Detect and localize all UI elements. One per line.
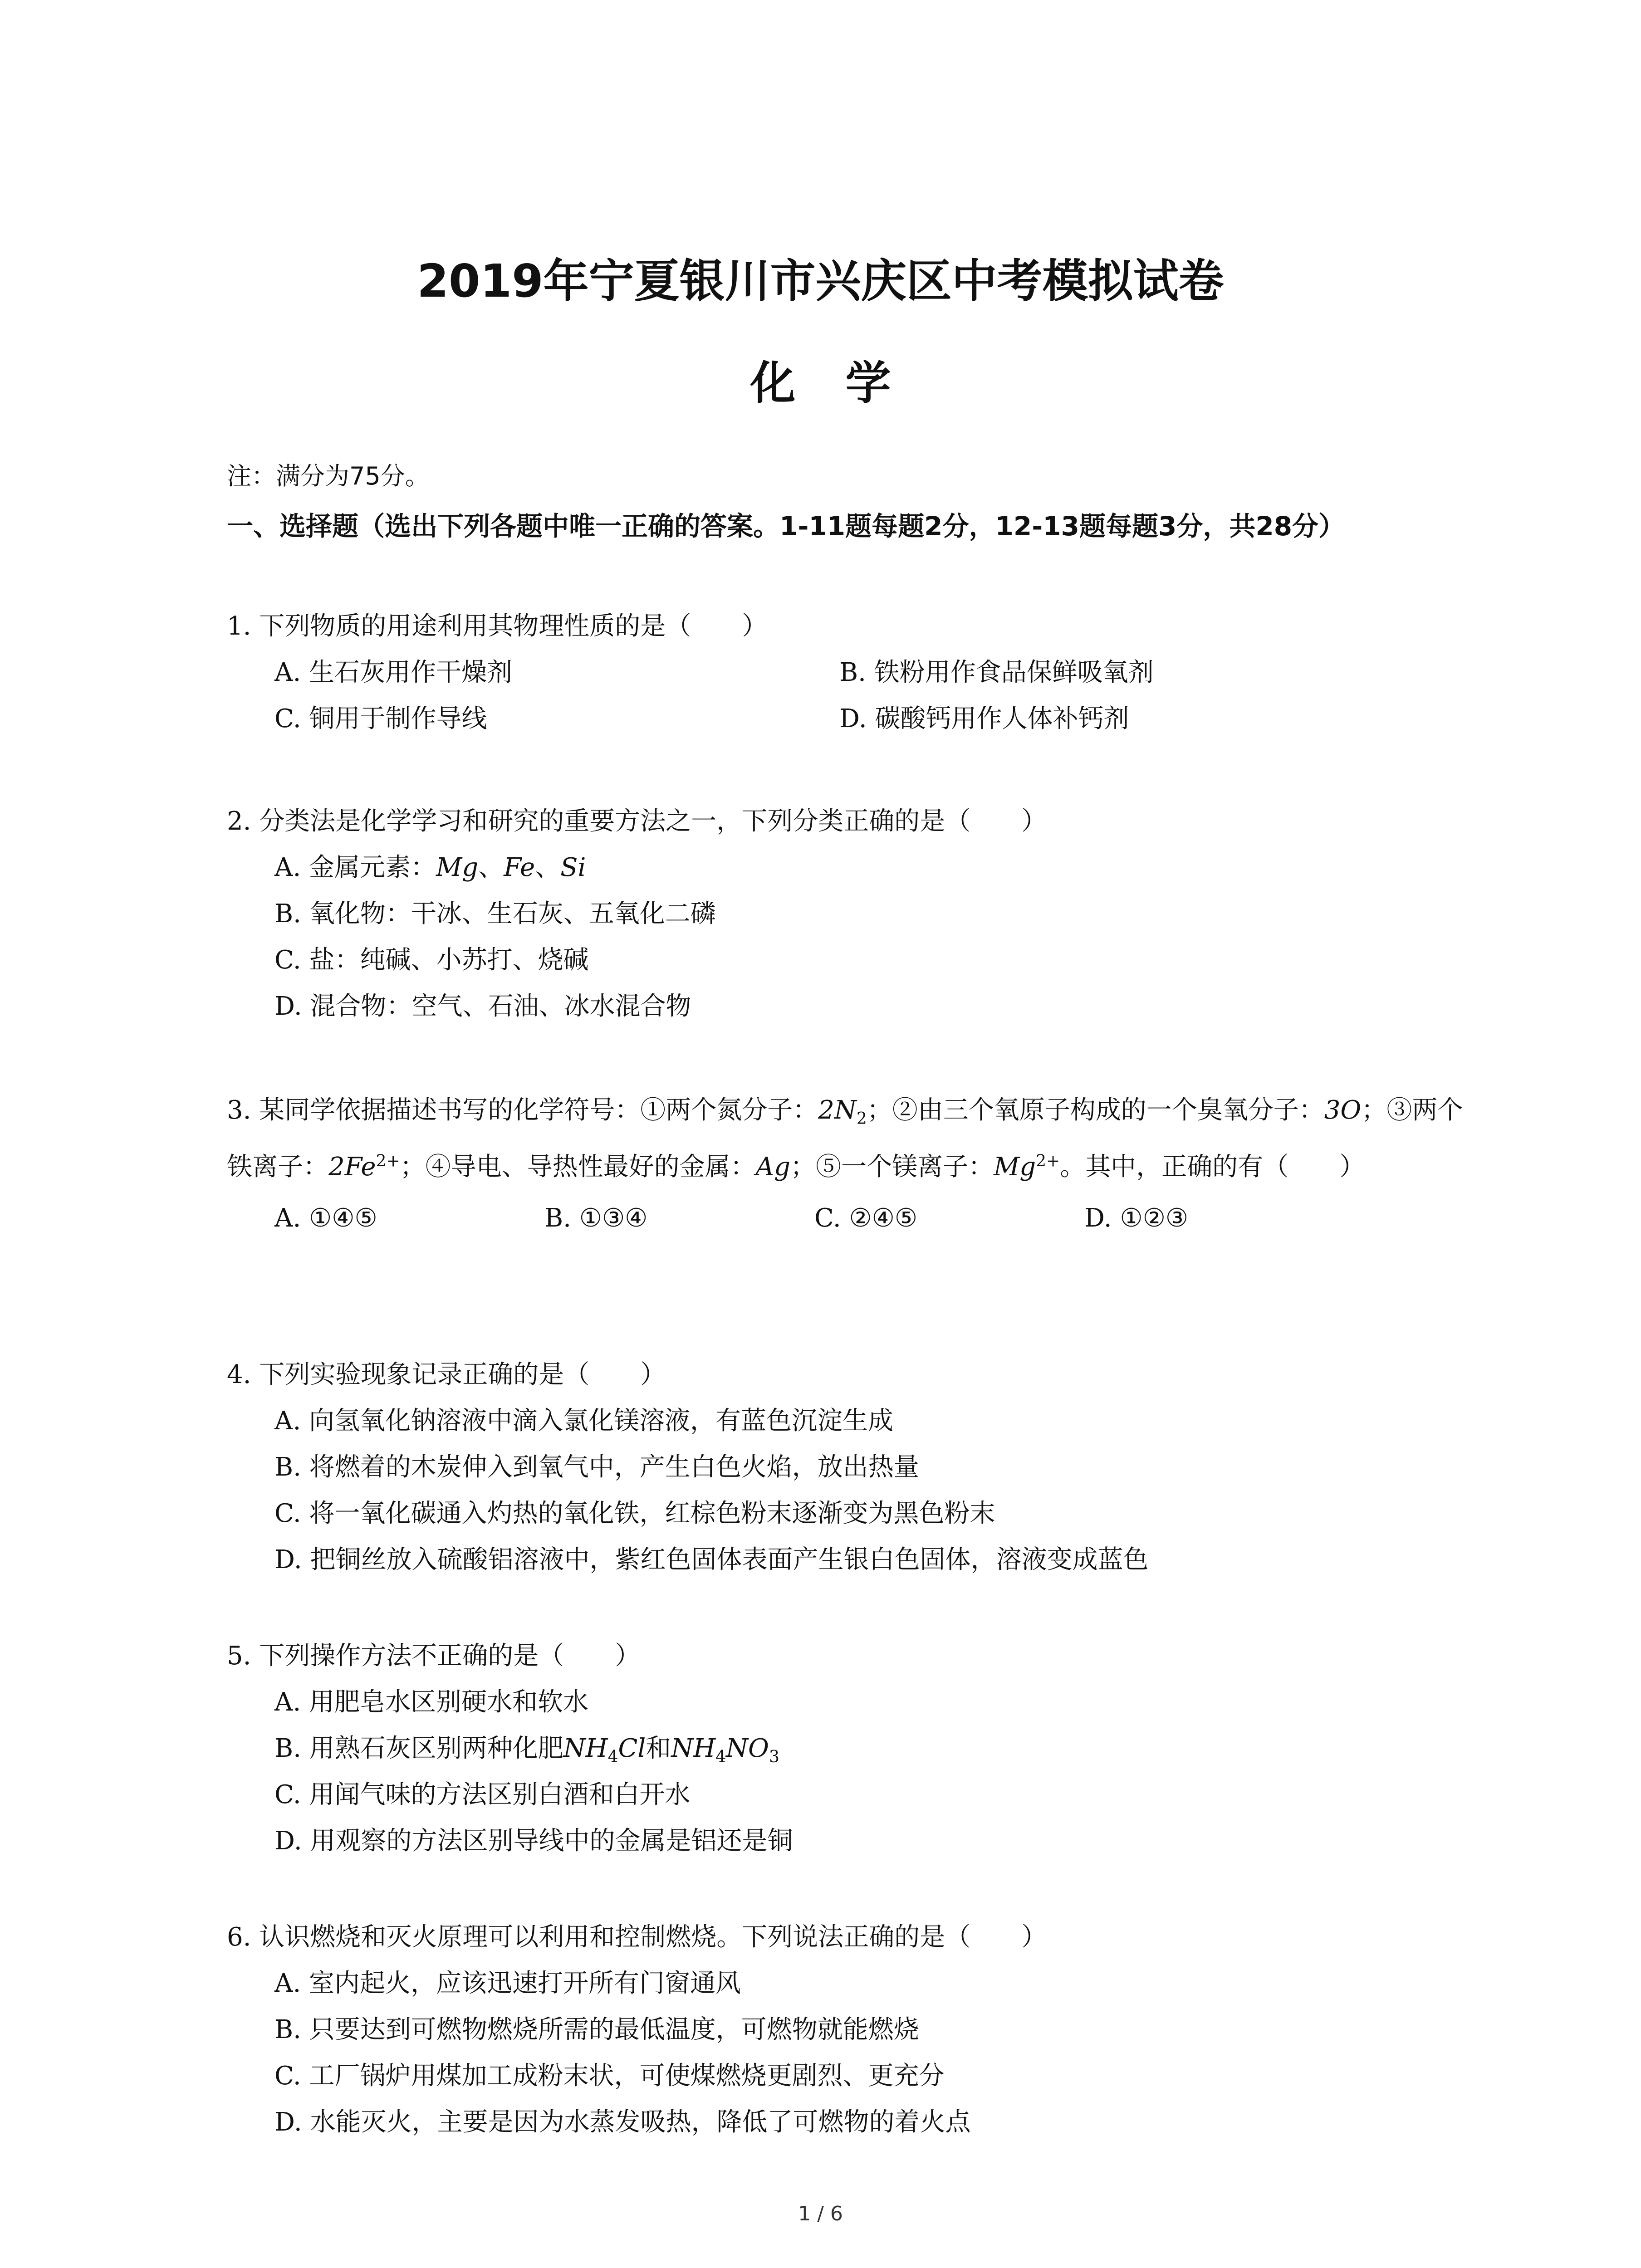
formula: NH (671, 1734, 716, 1763)
option-a: A. 向氢氧化钠溶液中滴入氯化镁溶液，有蓝色沉淀生成 (274, 1406, 894, 1436)
question-stem: 5. 下列操作方法不正确的是（ ） (227, 1641, 641, 1671)
formula: 2N (818, 1095, 857, 1125)
option-a: A. ①④⑤ (274, 1203, 377, 1233)
option-d: D. ①②③ (1084, 1203, 1189, 1233)
stem-text: 。其中，正确的有（ ） (1060, 1152, 1365, 1182)
stem-text: 3. 某同学依据描述书写的化学符号：①两个氮分子： (227, 1095, 818, 1125)
question-1 (227, 603, 1479, 742)
option-row (227, 650, 1479, 696)
question-2 (227, 798, 1479, 1030)
formula: Cl (618, 1734, 646, 1763)
option-c: C. 用闻气味的方法区别白酒和白开水 (274, 1780, 691, 1809)
superscript: 2+ (1036, 1152, 1060, 1171)
separator: 、 (478, 853, 504, 882)
option-c: C. 工厂锅炉用煤加工成粉末状，可使煤燃烧更剧烈、更充分 (274, 2061, 945, 2091)
stem-text: ；③两个铁离子： (227, 1095, 1463, 1182)
option-c: C. 盐：纯碱、小苏打、烧碱 (274, 945, 589, 975)
option-c: C. ②④⑤ (814, 1203, 918, 1233)
option-row (227, 1195, 1479, 1242)
question-4 (227, 1352, 1479, 1583)
option-d: D. 把铜丝放入硫酸铝溶液中，紫红色固体表面产生银白色固体，溶液变成蓝色 (274, 1545, 1149, 1574)
option-b: B. ①③④ (544, 1203, 648, 1233)
option-text: B. 用熟石灰区别两种化肥 (274, 1734, 563, 1763)
formula: Si (560, 853, 586, 882)
question-stem: 4. 下列实验现象记录正确的是（ ） (227, 1360, 666, 1389)
formula: Fe (504, 853, 535, 882)
option-b (227, 1725, 1479, 1772)
exam-title: 2019年宁夏银川市兴庆区中考模拟试卷 (417, 254, 1224, 308)
question-3 (227, 1082, 1479, 1242)
option-b: B. 只要达到可燃物燃烧所需的最低温度，可燃物就能燃烧 (274, 2015, 919, 2044)
subscript: 2 (856, 1110, 867, 1129)
formula: 3O (1324, 1095, 1362, 1125)
formula: NH (563, 1734, 608, 1763)
option-text: A. 金属元素： (274, 853, 436, 882)
option-a (227, 845, 1479, 891)
question-6 (227, 1914, 1479, 2146)
page-number: 1 / 6 (798, 2202, 843, 2225)
option-d: D. 混合物：空气、石油、冰水混合物 (274, 992, 691, 1021)
formula: NO (726, 1734, 769, 1763)
option-b: B. 氧化物：干冰、生石灰、五氧化二磷 (274, 899, 716, 929)
subscript: 4 (607, 1748, 618, 1767)
separator: 、 (535, 853, 561, 882)
option-a: A. 生石灰用作干燥剂 (274, 658, 513, 687)
formula: Ag (755, 1152, 790, 1182)
superscript: 2+ (376, 1152, 400, 1171)
stem-text: ；⑤一个镁离子： (790, 1152, 994, 1182)
stem-text: ；④导电、导热性最好的金属： (400, 1152, 756, 1182)
option-d: D. 水能灭火，主要是因为水蒸发吸热，降低了可燃物的着火点 (274, 2107, 971, 2137)
option-row (227, 696, 1479, 742)
formula: 2Fe (328, 1152, 376, 1182)
conjunction: 和 (646, 1734, 671, 1763)
formula: Mg (436, 853, 479, 882)
score-note: 注：满分为75分。 (227, 462, 430, 490)
option-d: D. 用观察的方法区别导线中的金属是铝还是铜 (274, 1826, 793, 1856)
question-5 (227, 1633, 1479, 1864)
subscript: 4 (715, 1748, 726, 1767)
question-stem: 2. 分类法是化学学习和研究的重要方法之一，下列分类正确的是（ ） (227, 807, 1047, 836)
subscript: 3 (769, 1748, 779, 1767)
option-a: A. 室内起火，应该迅速打开所有门窗通风 (274, 1969, 741, 1998)
question-stem: 1. 下列物质的用途利用其物理性质的是（ ） (227, 611, 768, 641)
stem-text: ；②由三个氧原子构成的一个臭氧分子： (867, 1095, 1324, 1125)
option-a: A. 用肥皂水区别硬水和软水 (274, 1687, 589, 1717)
subject-title: 化学 (750, 357, 941, 410)
option-c: C. 将一氧化碳通入灼热的氧化铁，红棕色粉末逐渐变为黑色粉末 (274, 1499, 995, 1528)
option-c: C. 铜用于制作导线 (274, 704, 487, 733)
option-b: B. 将燃着的木炭伸入到氧气中，产生白色火焰，放出热量 (274, 1452, 919, 1482)
option-d: D. 碳酸钙用作人体补钙剂 (839, 704, 1129, 733)
section-heading: 一、选择题（选出下列各题中唯一正确的答案。1-11题每题2分，12-13题每题3分，共28分） (227, 511, 1345, 542)
option-b: B. 铁粉用作食品保鲜吸氧剂 (839, 658, 1154, 687)
formula: Mg (993, 1152, 1036, 1182)
question-stem (227, 1082, 1465, 1195)
question-stem: 6. 认识燃烧和灭火原理可以利用和控制燃烧。下列说法正确的是（ ） (227, 1922, 1047, 1952)
